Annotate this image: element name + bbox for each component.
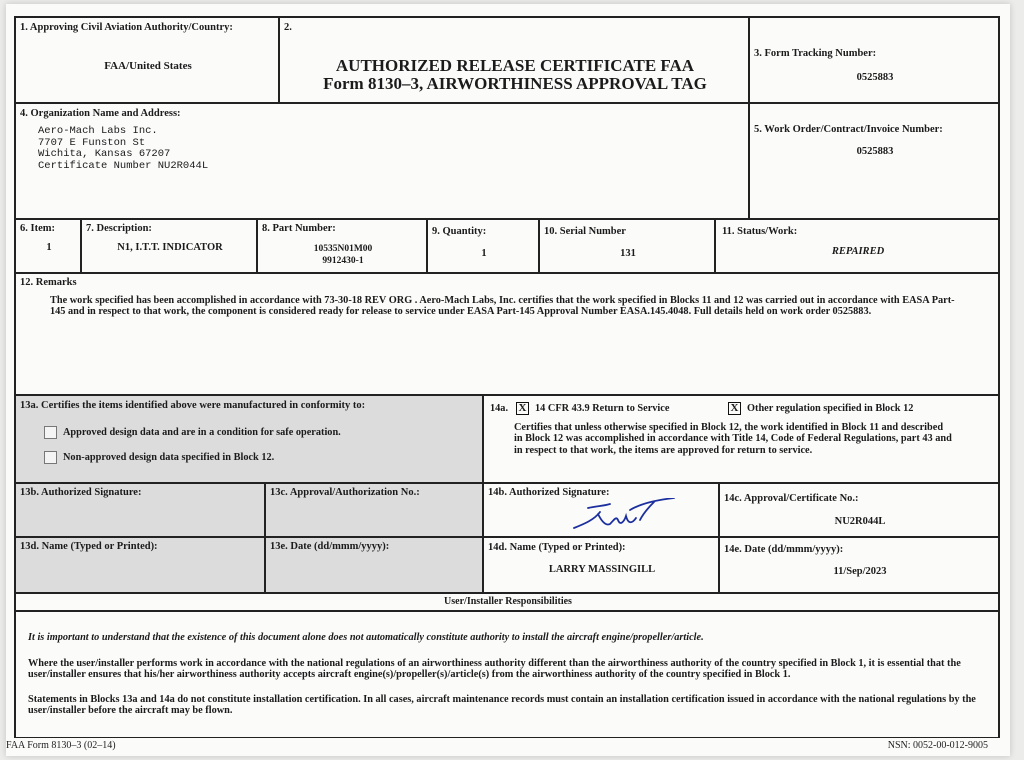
responsibilities-para-3: Statements in Blocks 13a and 14a do not constitute installation certification. In all cases, aircraft maintenance records must contain an installation certification issued in accordance with the national regulations by the user/installer before the aircraft may be flown. [28,694,976,717]
block-7 [81,219,257,273]
block-5 [749,103,999,219]
form-tracking-number: 0525883 [856,72,894,83]
serial-number-value: 131 [620,248,636,259]
signature-date: 11/Sep/2023 [833,566,887,577]
block-13c [265,483,483,537]
org-name: Aero-Mach Labs Inc. [38,125,158,137]
block-3 [749,17,999,103]
approved-design-option [44,426,341,439]
block-14e-label: 14e. Date (dd/mmm/yyyy): [724,544,844,555]
block-9 [427,219,539,273]
item-value: 1 [46,242,52,253]
authorized-signature [570,498,680,536]
other-regulation-option [728,402,913,415]
block-14d-label: 14d. Name (Typed or Printed): [488,542,626,553]
signer-name: LARRY MASSINGILL [548,564,656,575]
description-header: 7. Description: [86,223,152,234]
organization-address [38,126,208,172]
block-2 [279,17,749,103]
block-1 [15,17,279,103]
other-regulation-label: Other regulation specified in Block 12 [747,402,914,414]
approval-certificate-number: NU2R044L [834,516,886,527]
item-header: 6. Item: [20,223,55,234]
non-approved-design-label: Non-approved design data specified in Block 12. [63,451,275,463]
org-street: 7707 E Funston St [38,136,146,149]
form-8130-3 [14,16,1000,738]
block-1-label: 1. Approving Civil Aviation Authority/Country: [20,22,233,33]
block-5-label: 5. Work Order/Contract/Invoice Number: [754,124,943,135]
block-14b-label: 14b. Authorized Signature: [488,487,610,498]
block-8 [257,219,427,273]
approving-authority-value: FAA/United States [104,60,192,72]
non-approved-design-checkbox[interactable] [44,451,57,464]
block-13d-label: 13d. Name (Typed or Printed): [20,541,158,552]
nsn-footer: NSN: 0052-00-012-9005 [887,740,988,751]
remarks-label: 12. Remarks [20,277,77,288]
block-14a-statement: Certifies that unless otherwise specified in Block 12, the work identified in Block 11 and described in Block 12 was accomplished in accordance with Title 14, Code of Federal Regulations, part 43 and in respect to that work, the items are approved for return to service. [514,422,952,456]
block-13b-label: 13b. Authorized Signature: [20,487,142,498]
org-certificate: Certificate Number NU2R044L [38,159,209,172]
part-number-value-1: 10535N01M00 [313,244,373,254]
block-13e [265,537,483,593]
return-to-service-checkbox[interactable]: X [516,402,529,415]
serial-number-header: 10. Serial Number [544,226,626,237]
description-value: N1, I.T.T. INDICATOR [117,242,223,253]
block-3-label: 3. Form Tracking Number: [754,48,877,59]
approved-design-checkbox[interactable] [44,426,57,439]
block-10 [539,219,715,273]
form-title-line1: AUTHORIZED RELEASE CERTIFICATE FAA [335,56,695,75]
block-14b [483,483,719,537]
block-14d [483,537,719,593]
approved-design-label: Approved design data and are in a condition for safe operation. [63,426,341,438]
block-13a [15,395,483,483]
block-4-label: 4. Organization Name and Address: [20,108,181,119]
block-14c [719,483,999,537]
part-number-value-2: 9912430-1 [322,256,364,266]
block-13e-label: 13e. Date (dd/mmm/yyyy): [270,541,390,552]
block-12 [15,273,999,395]
block-13b [15,483,265,537]
block-6 [15,219,81,273]
work-order-number: 0525883 [856,146,894,157]
block-14a [483,395,999,483]
block-14e [719,537,999,593]
form-number-footer: FAA Form 8130–3 (02–14) [6,740,116,751]
block-14c-label: 14c. Approval/Certificate No.: [724,493,859,504]
form-title-line2: Form 8130–3, AIRWORTHINESS APPROVAL TAG [323,74,707,93]
return-to-service-label: 14 CFR 43.9 Return to Service [535,402,670,414]
block-2-label: 2. [284,22,292,33]
block-4 [15,103,749,219]
block-13d [15,537,265,593]
block-14a-label: 14a. [490,402,509,414]
quantity-header: 9. Quantity: [432,226,487,237]
responsibilities-header [15,593,999,611]
status-work-value: REPAIRED [831,246,885,257]
status-work-header: 11. Status/Work: [722,226,798,237]
org-city: Wichita, Kansas 67207 [38,148,171,160]
remarks-text: The work specified has been accomplished in accordance with 73-30-18 REV ORG . Aero-Mach Labs, Inc. certifies that the work specified in Blocks 11 and 12 was carried out in accordance with EASA Part-145 and in respect to that work, the component is considered ready for release to service under EASA Part-145 Approval Number EASA.145.4048. Full details held on work order 0525883. [50,295,955,318]
block-13c-label: 13c. Approval/Authorization No.: [270,487,420,498]
quantity-value: 1 [481,248,487,259]
responsibilities-para-1: It is important to understand that the existence of this document alone does not automatically constitute authority to install the aircraft engine/propeller/article. [28,632,704,643]
part-number-header: 8. Part Number: [262,223,336,234]
other-regulation-checkbox[interactable]: X [728,402,741,415]
responsibilities-para-2: Where the user/installer performs work in accordance with the national regulations of an airworthiness authority different than the airworthiness authority of the country specified in Block 1, it is essential that the user/installer ensures that his/her airworthiness authority accepts aircraft engine(s)/propeller(s)/article(s) from the airworthiness authority of the country specified in Block 1. [28,658,961,681]
certificate-paper [6,4,1010,756]
return-to-service-option [490,402,669,415]
block-11 [715,219,999,273]
responsibilities-heading: User/Installer Responsibilities [444,596,572,607]
responsibilities-body [15,611,999,737]
non-approved-design-option [44,451,274,464]
block-13a-label: 13a. Certifies the items identified above were manufactured in conformity to: [20,400,366,411]
